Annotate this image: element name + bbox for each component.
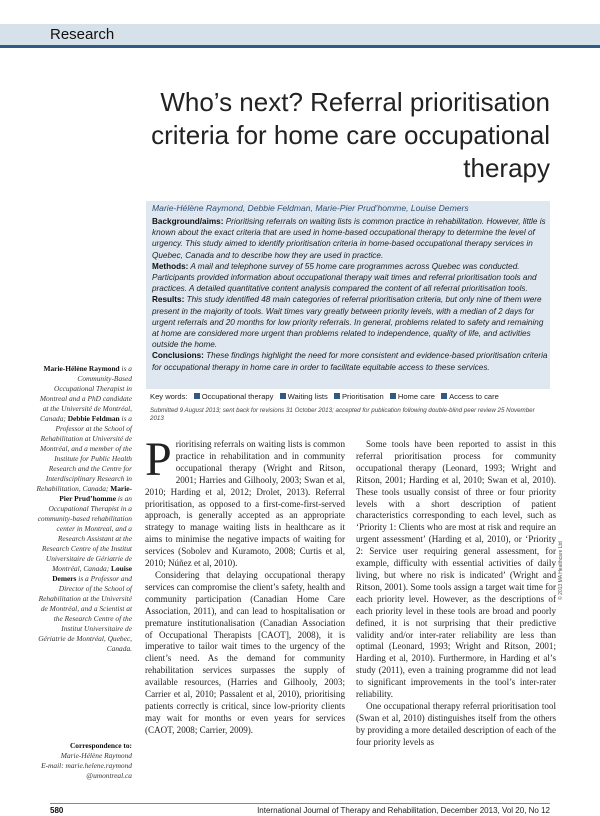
header-rule — [0, 45, 600, 48]
abstract-results — [152, 294, 548, 350]
results-label: Results: — [152, 295, 185, 305]
paragraph-text: rioritising referrals on waiting lists is common practice in rehabilitation and in community occupational therapy (Wright and Ritson, 2001; Harries and Gilhooly, 2003; Swan et al, 2010; Harding et al, 2012; Drolet, 2013). Referral prioritisation, as opposed to a first-come-first-served approach, is generally accepted as an appropriate strategy to manage waiting lists in healthcare as it aims to minimise the negative impacts of waiting for services (Sobolev and Kuramoto, 2008; Curtis et al, 2010; Núñez et al, 2010). — [145, 439, 345, 569]
article-title: Who’s next? Referral prioritisation criteria for home care occupational therapy — [151, 87, 550, 183]
background-text: Prioritising referrals on waiting lists is common practice in rehabilitation. However, little is known about the exact criteria that are used in home-based occupational therapy to determine the level of urgency. This study aimed to identify prioritisation criteria in home-based occupational therapy services in Quebec, Canada and to describe how they are used in practice. — [152, 217, 546, 260]
conclusions-label: Conclusions: — [152, 351, 204, 361]
bio-name: Marie-Pier Prud’homme — [59, 484, 132, 503]
keyword: Prioritisation — [341, 392, 384, 401]
bio-text: is a Professor at the School of Rehabilitation at Université de Montréal, and a member of the Institute for Public Health Research and the Centre for Interdisciplinary Research in Rehabilitation, Canada; — [36, 414, 132, 493]
abstract-background — [152, 216, 548, 261]
body-paragraph: One occupational therapy referral prioritisation tool (Swan et al, 2010) distinguishes itself from the others by providing a more detailed description of each of the four priority levels as — [356, 700, 556, 747]
bio-name: Louise Demers — [52, 564, 132, 583]
keywords — [150, 392, 550, 401]
abstract-methods — [152, 261, 548, 295]
drop-cap: P — [145, 433, 172, 486]
correspondence-name: Marie-Hélène Raymond — [60, 751, 132, 760]
methods-text: A mail and telephone survey of 55 home care programmes across Quebec was conducted. Participants provided information about occupational therapy wait times and referral prioritisation tools and practices. A detailed quantitative content analysis compared the content of all referral prioritisation tools. — [152, 261, 537, 294]
square-bullet-icon — [194, 393, 200, 399]
bio-text: is a Professor and Director of the School of Rehabilitation at the Université de Montréal, and a Scientist at the Research Centre of the Institut Universitaire de Gériatrie de Montréal, Quebec, Canada. — [38, 574, 132, 653]
conclusions-text: These findings highlight the need for more consistent and evidence-based prioritisation criteria for occupational therapy in home care in order to facilitate equitable access to these services. — [152, 351, 548, 372]
square-bullet-icon — [334, 393, 340, 399]
section-label: Research — [50, 26, 115, 43]
keyword: Occupational therapy — [201, 392, 274, 401]
keyword: Access to care — [449, 392, 499, 401]
correspondence-label: Correspondence to: — [69, 741, 132, 750]
journal-citation: International Journal of Therapy and Rehabilitation, December 2013, Vol 20, No 12 — [257, 806, 550, 815]
author-bios — [36, 364, 132, 654]
results-text: This study identified 48 main categories of referral prioritisation criteria, but only nine of them were present in the majority of tools. Wait times vary greatly between priority levels, with a median of 2 days for urgent referrals and 20 months for low priority referrals. In general, problems related to safety and remaining at home are considered more urgent than problems related to independence, quality of life, and activities outside the home. — [152, 295, 544, 350]
square-bullet-icon — [441, 393, 447, 399]
bio-text: is an Occupational Therapist in a community-based rehabilitation center in Montreal, and a Research Assistant at the Research Centre of the Institut Universitaire de Gériatrie de Montréal, Canada; — [37, 494, 132, 573]
body-paragraph — [145, 433, 345, 570]
abstract-conclusions — [152, 350, 548, 372]
keywords-label: Key words: — [150, 392, 188, 401]
correspondence-email: E-mail: marie.helene.raymond@umontreal.ca — [41, 761, 132, 780]
author-list: Marie-Hélène Raymond, Debbie Feldman, Marie-Pier Prud’homme, Louise Demers — [152, 203, 469, 213]
bio-name: Marie-Hélène Raymond — [43, 364, 120, 373]
body-column-left — [145, 433, 345, 737]
submission-history: Submitted 9 August 2013; sent back for revisions 31 October 2013; accepted for publication following double-blind peer review 25 November 2013 — [150, 407, 535, 422]
methods-label: Methods: — [152, 261, 189, 271]
body-paragraph: Considering that delaying occupational therapy services can compromise the client’s safety, health and community participation (Canadian Home Care Association, 2011), and can lead to hospitalisation or premature institutionalisation (Canadian Association of Occupational Therapists [CAOT], 2008), it is imperative to tailor wait times to the urgency of the client’s need. As the demand for community rehabilitation services surpasses the supply of available resources, (Harries and Gilhooly, 2003; Carrier et al, 2010; Passalent et al, 2010), prioritising patients correctly is critical, since low-priority clients may wait for months or even years for services (CAOT, 2008; Carrier, 2009). — [145, 569, 345, 735]
copyright-notice: © 2013 MA Healthcare Ltd — [558, 541, 564, 600]
correspondence — [36, 741, 132, 781]
square-bullet-icon — [390, 393, 396, 399]
footer-rule — [50, 803, 550, 804]
keyword: Home care — [397, 392, 435, 401]
background-label: Background/aims: — [152, 217, 224, 226]
page-number: 580 — [50, 806, 64, 815]
keyword: Waiting lists — [287, 392, 328, 401]
body-paragraph: Some tools have been reported to assist in this referral prioritisation process for community occupational therapy (Leonard, 1993; Wright and Ritson, 2001; Harding et al, 2010; Swan et al, 2010). These tools usually consist of three or four priority levels with a short description of patient characteristics corresponding to each level, such as ‘Priority 1: Clients who are most at risk and require an urgent assessment’ (Harding et al, 2010), or ‘Priority 2: Service user requiring general assessment, for example, difficulty with essential activities of daily living, but where no risk is indicated’ (Wright and Ritson, 2001). Some tools assign a target wait time for each priority level. However, as the descriptions of each priority level in these tools are broad and poorly defined, it is not surprising that their predictive validity and/or inter-rater reliability are less than optimal (Leonard, 1993; Wright and Ritson, 2001; Harding et al, 2010). Furthermore, in Harding et al’s study (2011), even a training programme did not lead to significant improvements in the tool’s inter-rater reliability. — [356, 439, 556, 700]
square-bullet-icon — [280, 393, 286, 399]
abstract — [152, 216, 548, 373]
bio-name: Debbie Feldman — [67, 414, 120, 423]
bio-text: is a Community-Based Occupational Therapist in Montreal and a PhD candidate at the Université de Montréal, Canada; — [39, 364, 132, 423]
body-column-right — [356, 439, 556, 749]
